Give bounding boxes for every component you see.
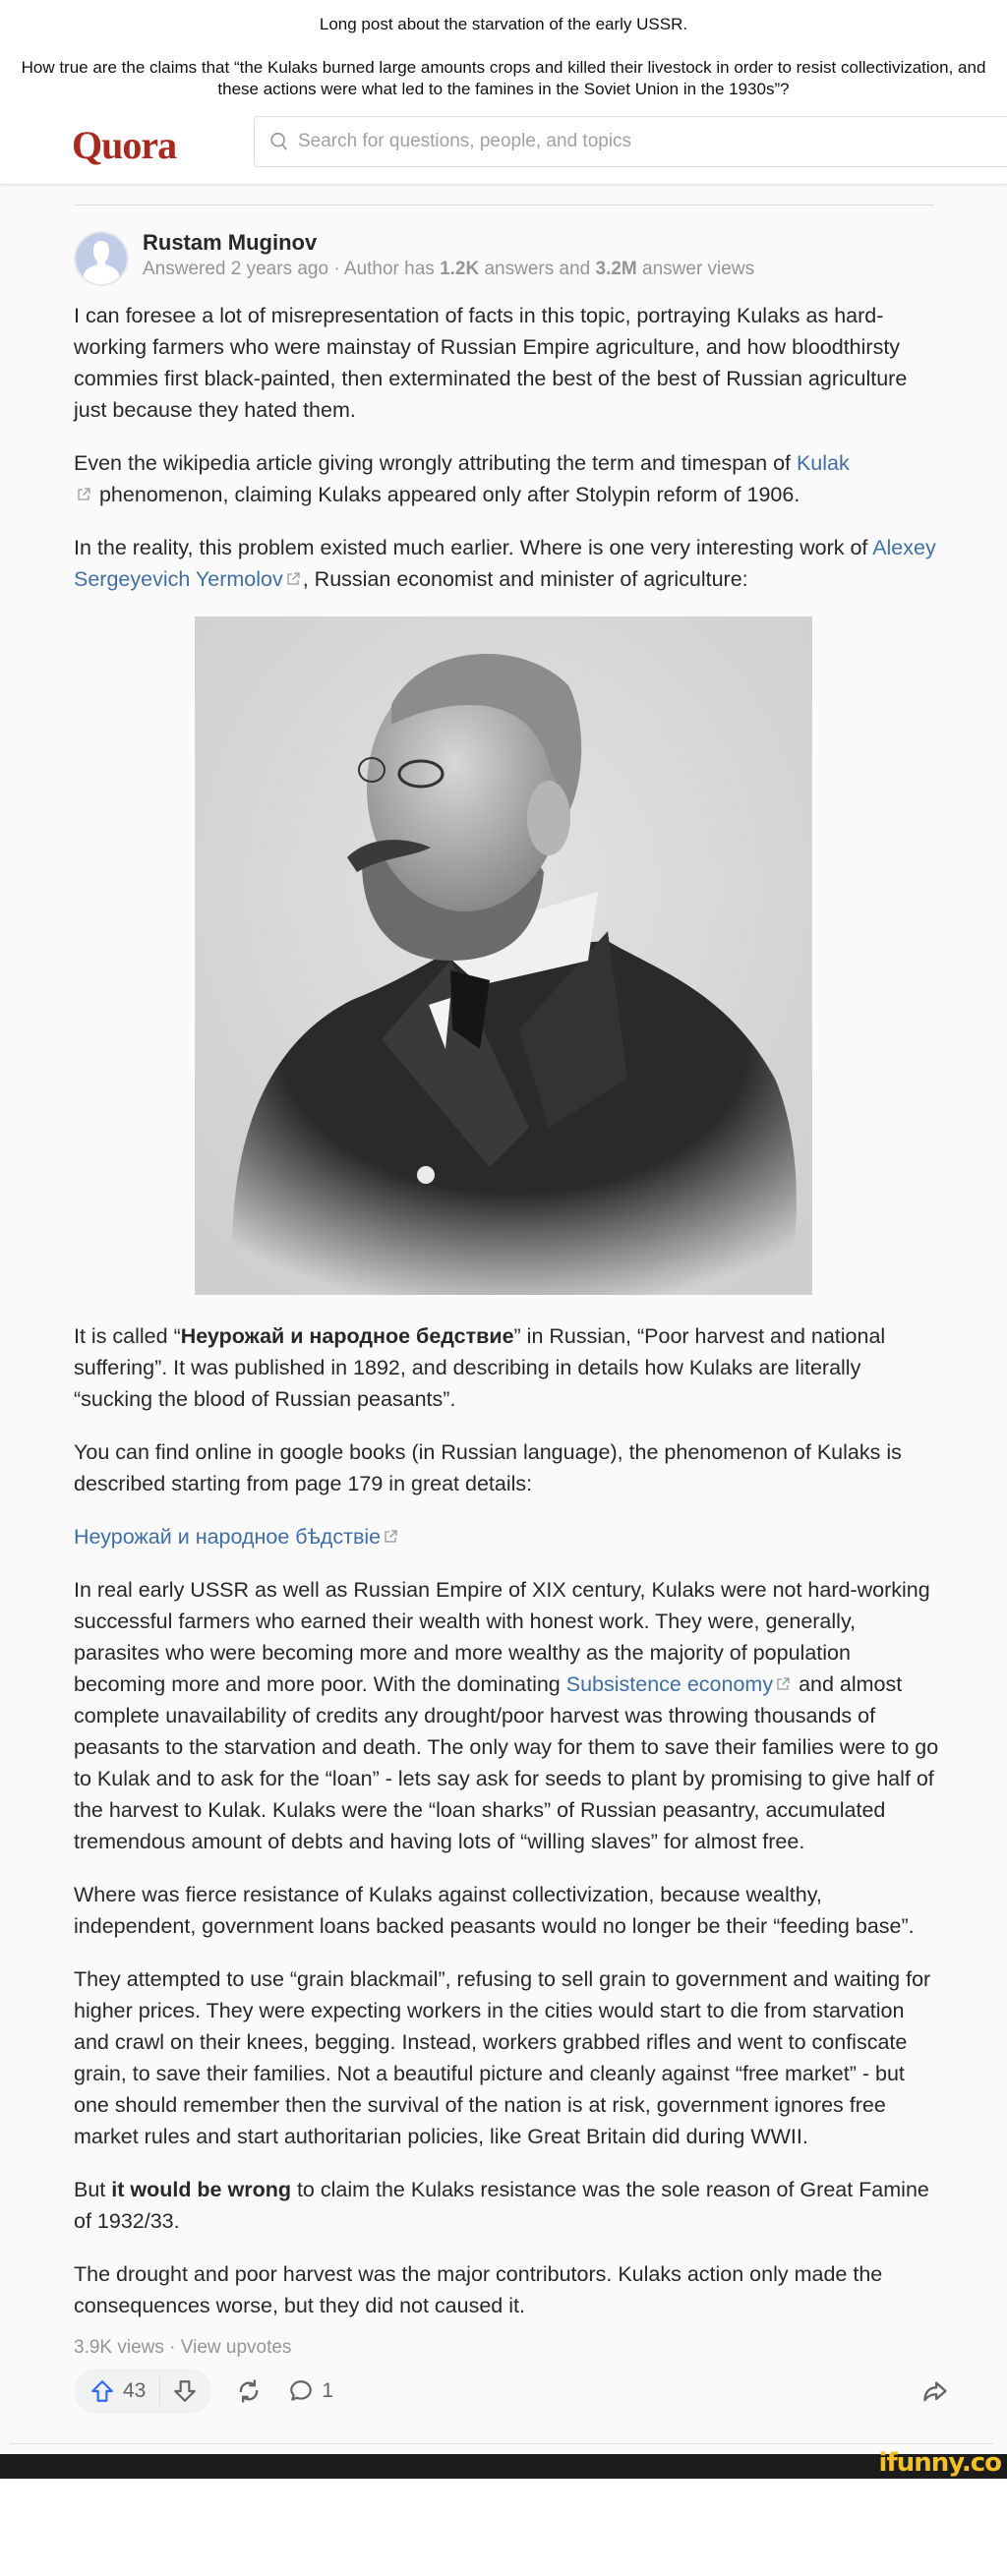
separator: ·: [163, 2337, 181, 2358]
text: , Russian economist and minister of agriculture:: [302, 567, 748, 591]
quora-logo[interactable]: Quora: [72, 123, 177, 167]
portrait-illustration: [195, 616, 812, 1295]
search-bar[interactable]: [254, 116, 1007, 167]
paragraph: Where was fierce resistance of Kulaks against collectivization, because wealthy, independent, government loans backed peasants would no longer be their “feeding base”.: [74, 1883, 915, 1938]
upvote-count: 43: [123, 2379, 147, 2402]
kulak-link[interactable]: Kulak: [796, 451, 850, 475]
watermark-bar: [0, 2448, 1007, 2479]
text: In the reality, this problem existed much earlier. Where is one very interesting work of: [74, 536, 873, 559]
default-avatar-icon: [76, 233, 127, 284]
paragraph: They attempted to use “grain blackmail”, refusing to sell grain to government and waiting for higher prices. They were expecting workers in the cities would start to die from starvation and crawl on their knees, begging. Instead, workers grabbed rifles and went to confiscate grain, to save their families. Not a beautiful picture and cleanly against “free market” - but one should remember then the survival of the nation is at risk, government ignores free market rules and start authoritarian policies, like Great Britain did during WWII.: [74, 1967, 931, 2148]
search-input[interactable]: [298, 131, 1007, 152]
text: It is called “: [74, 1324, 181, 1348]
downvote-icon[interactable]: [172, 2378, 198, 2404]
views-count: 3.2M: [595, 259, 637, 279]
upvote-icon[interactable]: [89, 2378, 115, 2404]
share-button[interactable]: [921, 2378, 949, 2411]
comment-icon: [288, 2378, 314, 2404]
paragraph: [74, 1320, 939, 1415]
external-link-icon: [383, 1529, 398, 1545]
text: In real early USSR as well as Russian Empire of XIX century, Kulaks were not hard-working successful farmers who earned their wealth with honest work. They were, generally, parasites who were becoming more and more wealthy as the majority of population becoming more and more poor. With the dominating: [74, 1578, 930, 1696]
paragraph: [74, 532, 939, 595]
answer-body: [74, 300, 939, 2321]
view-upvotes-link[interactable]: View upvotes: [180, 2337, 292, 2358]
paragraph: You can find online in google books (in Russian language), the phenomenon of Kulaks is described starting from page 179 in great details:: [74, 1440, 902, 1495]
subsistence-economy-link[interactable]: Subsistence economy: [565, 1672, 774, 1696]
external-link-icon: [76, 487, 91, 502]
paragraph: I can foresee a lot of misrepresentation of facts in this topic, portraying Kulaks as hard-working farmers who were mainstay of Russian Empire agriculture, and how bloodthirsty commies first black-painted, then exterminated the best of the best of Russian agriculture just because they hated them.: [74, 304, 908, 422]
post-caption: [0, 0, 1007, 100]
bold-text: it would be wrong: [111, 2178, 291, 2201]
paragraph: [74, 2174, 939, 2237]
comment-count: 1: [322, 2379, 334, 2402]
avatar[interactable]: [74, 231, 129, 286]
text: Even the wikipedia article giving wrongly attributing the term and timespan of: [74, 451, 797, 475]
author-credentials: [143, 257, 754, 282]
meta-prefix: Answered 2 years ago · Author has: [143, 259, 441, 279]
page-content: [0, 185, 1007, 2454]
external-link-icon: [775, 1676, 791, 1692]
meta-mid: answers and: [479, 259, 596, 279]
paragraph: [74, 447, 939, 510]
question-text: How true are the claims that “the Kulaks burned large amounts crops and killed their livestock in order to resist collectivization, and these actions were what led to the famines in the Soviet Union in the 1930s”?: [21, 58, 986, 98]
comment-button[interactable]: [288, 2378, 333, 2404]
vote-separator: [159, 2376, 160, 2406]
post-title: Long post about the starvation of the early USSR.: [319, 15, 688, 33]
text: ” in Russian, “Poor harvest and national suffering”. It was published in 1892, and describing in details how Kulaks are literally “sucking the blood of Russian peasants”.: [74, 1324, 886, 1411]
author-header: [74, 227, 1007, 286]
answer-card: [74, 205, 1007, 2414]
portrait-image[interactable]: [195, 616, 812, 1295]
external-link-icon: [285, 571, 301, 587]
action-bar: [74, 2369, 949, 2414]
text: and almost complete unavailability of credits any drought/poor harvest was throwing thousands of peasants to the starvation and death. The only way for them to save their families were to go to Kulak and to ask for the “loan” - lets say ask for seeds to plant by promising to give half of the harvest to Kulak. Kulaks were the “loan sharks” of Russian peasantry, accumulated tremendous amount of debts and having lots of “willing slaves” for almost free.: [74, 1672, 939, 1853]
author-name[interactable]: Rustam Muginov: [143, 230, 318, 255]
text: But: [74, 2178, 112, 2201]
ifunny-watermark: ifunny.co: [878, 2448, 1001, 2478]
share-icon: [921, 2378, 949, 2406]
google-books-link[interactable]: Неурожай и народное бѣдствіе: [74, 1525, 382, 1549]
answer-stats: [74, 2335, 1007, 2361]
search-icon: [268, 131, 290, 152]
quora-header: [0, 112, 1007, 185]
paragraph: The drought and poor harvest was the major contributors. Kulaks action only made the consequences worse, but they did not caused it.: [74, 2262, 883, 2317]
reshare-button[interactable]: [235, 2377, 263, 2405]
answers-count: 1.2K: [440, 259, 480, 279]
bottom-divider: [10, 2443, 993, 2444]
paragraph: [74, 1521, 939, 1552]
bold-text: Неурожай и народное бедствие: [180, 1324, 514, 1348]
meta-suffix: answer views: [636, 259, 755, 279]
share-reshare-icon: [235, 2377, 263, 2405]
view-count: 3.9K views: [74, 2337, 164, 2358]
text: to claim the Kulaks resistance was the sole reason of Great Famine of 1932/33.: [74, 2178, 929, 2233]
text: phenomenon, claiming Kulaks appeared only after Stolypin reform of 1906.: [93, 483, 800, 506]
yermolov-link[interactable]: Alexey Sergeyevich Yermolov: [74, 536, 936, 591]
vote-group: [74, 2369, 211, 2414]
paragraph: [74, 1574, 939, 1857]
